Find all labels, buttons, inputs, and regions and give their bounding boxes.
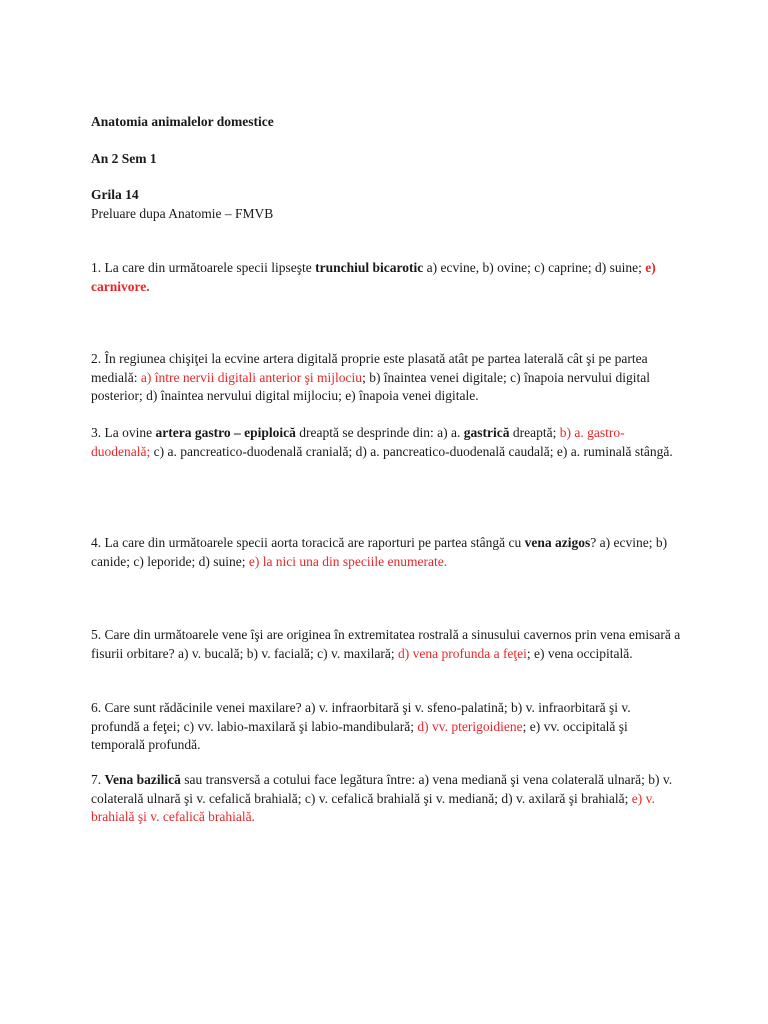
question-5 bbox=[91, 626, 681, 663]
correct-answer: a) între nervii digitali anterior şi mijlociu bbox=[140, 369, 363, 385]
question-text: 5. Care din următoarele vene îşi are originea în extremitatea rostrală a sinusului cavernos prin vena emisară a fisurii orbitare? a) v. bucală; b) v. facială; c) v. maxilară; bbox=[91, 627, 681, 661]
question-text: 1. La care din următoarele specii lipseşte bbox=[91, 260, 316, 275]
question-text: ; e) vena occipitală. bbox=[526, 645, 633, 661]
question-text: c) a. pancreatico-duodenală cranială; d) a. pancreatico-duodenală caudală; e) a. ruminală stângă. bbox=[150, 443, 673, 459]
question-text: ; e) vv. occipitală şi temporală profundă. bbox=[91, 718, 628, 753]
key-term: trunchiul bicarotic bbox=[315, 260, 424, 275]
question-text: 3. La ovine bbox=[91, 425, 156, 440]
correct-answer: e) v. brahială şi v. cefalică brahială. bbox=[91, 790, 655, 825]
question-1 bbox=[91, 259, 681, 296]
question-2 bbox=[91, 350, 681, 406]
correct-answer: b) a. gastro-duodenală; bbox=[91, 425, 625, 459]
question-text: ? a) ecvine; b) canide; c) leporide; d) suine; bbox=[91, 535, 668, 569]
question-text: dreaptă se desprinde din: a) a. bbox=[295, 425, 464, 440]
question-7 bbox=[91, 771, 681, 827]
question-text: 4. La care din următoarele specii aorta toracică are raporturi pe partea stângă cu bbox=[91, 535, 525, 550]
correct-answer: d) vv. pterigoidiene bbox=[417, 718, 523, 734]
key-term: Vena bazilică bbox=[104, 772, 181, 787]
question-4 bbox=[91, 534, 681, 571]
question-6 bbox=[91, 699, 681, 755]
question-text: a) ecvine, b) ovine; c) caprine; d) suine; bbox=[423, 260, 646, 275]
source-line: Preluare dupa Anatomie – FMVB bbox=[91, 206, 274, 221]
correct-answer: d) vena profunda a feţei bbox=[397, 645, 527, 661]
correct-answer: e) la nici una din speciile enumerate. bbox=[248, 553, 448, 569]
question-text: 6. Care sunt rădăcinile venei maxilare? a) v. infraorbitară şi v. sfeno-palatină; b) v. infraorbitară şi v. profundă a feţei; c) vv. labio-maxilară şi labio-mandibulară; bbox=[91, 700, 631, 734]
question-text: 7. bbox=[91, 772, 105, 787]
key-term: gastrică bbox=[463, 425, 510, 440]
question-text: dreaptă; bbox=[509, 425, 560, 440]
year-semester: An 2 Sem 1 bbox=[91, 151, 157, 166]
question-text: 2. În regiunea chişiţei la ecvine artera digitală proprie este plasată atât pe partea laterală cât şi pe partea medială: bbox=[91, 351, 648, 385]
question-text: sau transversă a cotului face legătura între: a) vena mediană şi vena colaterală ulnară; b) v. colaterală ulnară şi v. cefalică brahială; c) v. cefalică brahială şi v. mediană; d) v. axilară şi brahială; bbox=[91, 772, 673, 806]
grila-number: Grila 14 bbox=[91, 187, 139, 202]
document-title: Anatomia animalelor domestice bbox=[91, 114, 274, 129]
correct-answer: e) carnivore. bbox=[91, 260, 656, 294]
question-3 bbox=[91, 424, 681, 461]
key-term: artera gastro – epiploică bbox=[155, 425, 296, 440]
key-term: vena azigos bbox=[524, 535, 591, 550]
question-text: ; b) înaintea venei digitale; c) înapoia nervului digital posterior; d) înaintea nervului digital mijlociu; e) înapoia venei digitale. bbox=[91, 369, 650, 404]
